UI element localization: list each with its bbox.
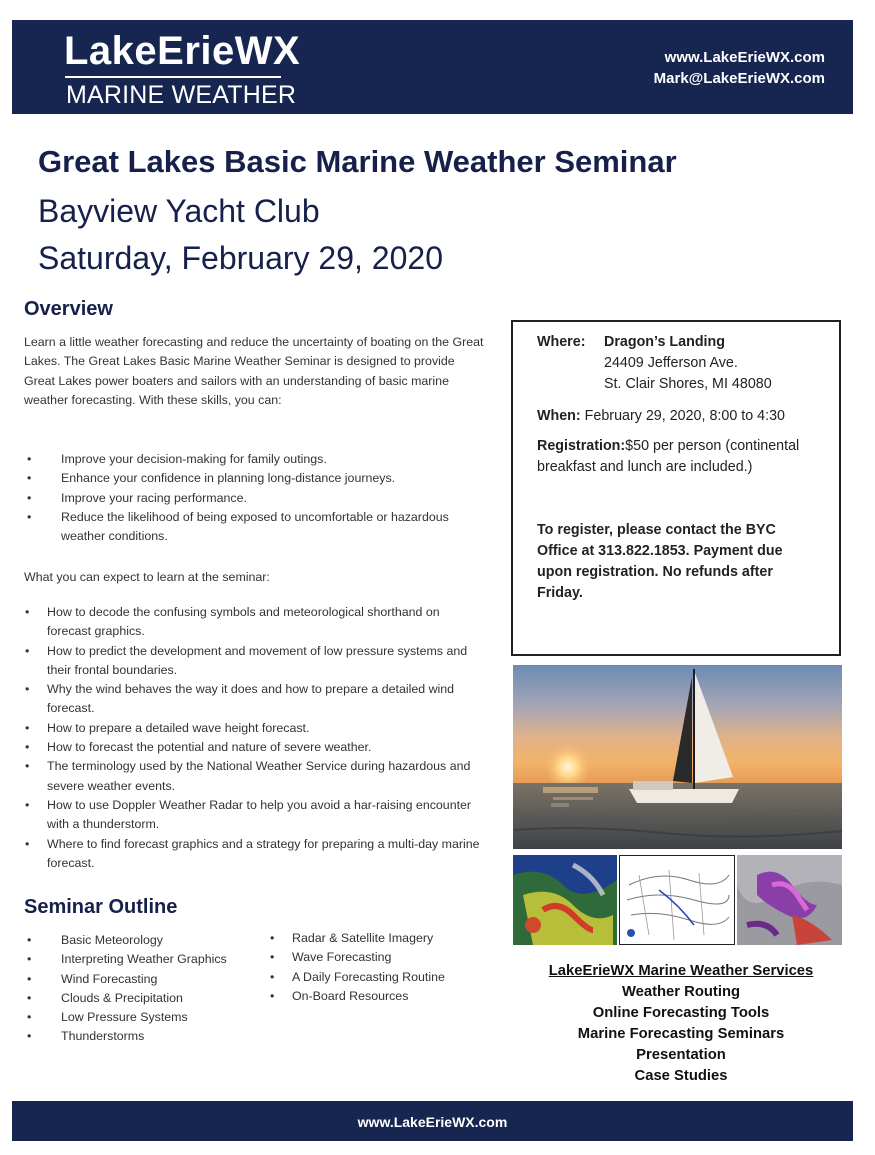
expect-label: What you can expect to learn at the seminar: xyxy=(24,570,270,584)
bullet-icon: • xyxy=(25,797,30,812)
footer-banner xyxy=(12,1101,853,1141)
registration-label: Registration: xyxy=(537,438,626,454)
registration-value: $50 per person (continental breakfast and lunch are included.) xyxy=(537,438,800,475)
bullet-icon: • xyxy=(25,836,30,851)
list-item: • Improve your decision-making for family outings. xyxy=(24,450,486,469)
list-item: • Wave Forecasting xyxy=(270,948,470,967)
outline-heading: Seminar Outline xyxy=(24,896,178,918)
weather-graphics-strip xyxy=(513,855,842,945)
list-item: • How to predict the development and movement of low pressure systems and their frontal boundaries. xyxy=(25,643,468,677)
services-block xyxy=(513,961,849,1087)
header-banner xyxy=(12,20,853,114)
list-item: • Reduce the likelihood of being exposed to uncomfortable or hazardous weather conditions. xyxy=(27,509,449,544)
venue-subtitle: Bayview Yacht Club xyxy=(38,193,320,229)
event-info-box xyxy=(511,320,841,656)
sailboat-sunset-photo xyxy=(513,665,842,849)
when-row xyxy=(537,406,785,427)
when-label: When: xyxy=(537,408,581,424)
list-item: • Enhance your confidence in planning long-distance journeys. xyxy=(24,469,486,488)
registration-row xyxy=(537,436,817,478)
list-item: • Radar & Satellite Imagery xyxy=(270,929,470,948)
overview-heading: Overview xyxy=(24,298,113,320)
bullet-icon: • xyxy=(27,471,32,486)
bullet-icon: • xyxy=(25,720,30,735)
where-venue-name: Dragon’s Landing xyxy=(604,334,725,350)
service-item: Presentation xyxy=(636,1047,726,1063)
header-website-link[interactable]: www.LakeErieWX.com xyxy=(664,49,825,66)
satellite-image xyxy=(513,855,617,945)
header-contact xyxy=(654,47,825,89)
list-item: • Clouds & Precipitation xyxy=(24,989,234,1008)
bullet-icon: • xyxy=(27,1010,32,1025)
bullet-icon: • xyxy=(25,759,30,774)
brand-divider xyxy=(65,76,281,78)
list-item: • Interpreting Weather Graphics xyxy=(24,950,234,969)
list-item: • Basic Meteorology xyxy=(24,931,234,950)
list-item: • Thunderstorms xyxy=(24,1027,234,1046)
list-item: • How to use Doppler Weather Radar to help you avoid a har-raising encounter with a thunderstorm. xyxy=(25,797,472,832)
when-value: February 29, 2020, 8:00 to 4:30 xyxy=(584,408,785,424)
bullet-icon: • xyxy=(27,452,32,466)
outline-column-2 xyxy=(270,929,470,1006)
bullet-icon: • xyxy=(270,931,275,945)
surface-analysis-map xyxy=(619,855,735,945)
bullet-icon: • xyxy=(27,509,32,524)
bullet-icon: • xyxy=(27,490,32,505)
brand-subtitle: MARINE WEATHER xyxy=(66,81,297,109)
bullet-icon: • xyxy=(27,971,32,986)
list-item: • Improve your racing performance. xyxy=(24,489,486,508)
where-street: 24409 Jefferson Ave. xyxy=(604,355,738,371)
list-item: • Where to find forecast graphics and a strategy for preparing a multi-day marine forecast. xyxy=(25,836,480,870)
list-item: • How to prepare a detailed wave height forecast. xyxy=(24,719,486,738)
bullet-icon: • xyxy=(25,740,30,755)
list-item: • How to forecast the potential and nature of severe weather. xyxy=(24,738,486,757)
where-row xyxy=(537,332,725,353)
page-title: Great Lakes Basic Marine Weather Seminar xyxy=(38,144,677,179)
service-item: Online Forecasting Tools xyxy=(592,1005,770,1021)
bullet-icon: • xyxy=(27,990,32,1005)
service-item: Weather Routing xyxy=(621,984,741,1000)
skills-list xyxy=(24,450,486,546)
footer-website-link[interactable]: www.LakeErieWX.com xyxy=(357,1114,508,1130)
where-city: St. Clair Shores, MI 48080 xyxy=(604,376,772,392)
where-label: Where: xyxy=(537,334,586,350)
bullet-icon: • xyxy=(270,950,275,965)
bullet-icon: • xyxy=(27,1029,32,1044)
list-item: • Low Pressure Systems xyxy=(24,1008,234,1027)
list-item: • How to decode the confusing symbols and meteorological shorthand on forecast graphics. xyxy=(25,605,440,639)
list-item: • Why the wind behaves the way it does and how to prepare a detailed wind forecast. xyxy=(25,682,455,716)
bullet-icon: • xyxy=(27,933,32,947)
outline-column-1 xyxy=(24,931,234,1047)
radar-image xyxy=(737,855,842,945)
bullet-icon: • xyxy=(27,952,32,967)
list-item: • A Daily Forecasting Routine xyxy=(270,968,470,987)
overview-intro: Learn a little weather forecasting and reduce the uncertainty of boating on the Great Lakes. The Great Lakes Basic Marine Weather Seminar is designed to provide Great Lakes power boaters and sailors with an understanding of basic marine weather forecasting. With these skills, you can: xyxy=(24,335,484,407)
bullet-icon: • xyxy=(270,988,275,1003)
bullet-icon: • xyxy=(25,643,30,658)
bullet-icon: • xyxy=(25,605,30,619)
list-item: • On-Board Resources xyxy=(270,987,470,1006)
event-date: Saturday, February 29, 2020 xyxy=(38,240,443,276)
list-item: • Wind Forecasting xyxy=(24,970,234,989)
services-title-link[interactable]: LakeErieWX Marine Weather Services xyxy=(548,963,814,979)
list-item: • The terminology used by the National Weather Service during hazardous and severe weather events. xyxy=(25,759,471,793)
service-item: Case Studies xyxy=(634,1068,728,1084)
brand-name: LakeErieWX xyxy=(64,29,301,73)
header-email-link[interactable]: Mark@LakeErieWX.com xyxy=(653,70,825,87)
bullet-icon: • xyxy=(25,682,30,697)
learn-list xyxy=(24,603,486,873)
bullet-icon: • xyxy=(270,969,275,984)
to-register-note: To register, please contact the BYC Office at 313.822.1853. Payment due upon registration. No refunds after Friday. xyxy=(537,522,783,601)
service-item: Marine Forecasting Seminars xyxy=(577,1026,785,1042)
